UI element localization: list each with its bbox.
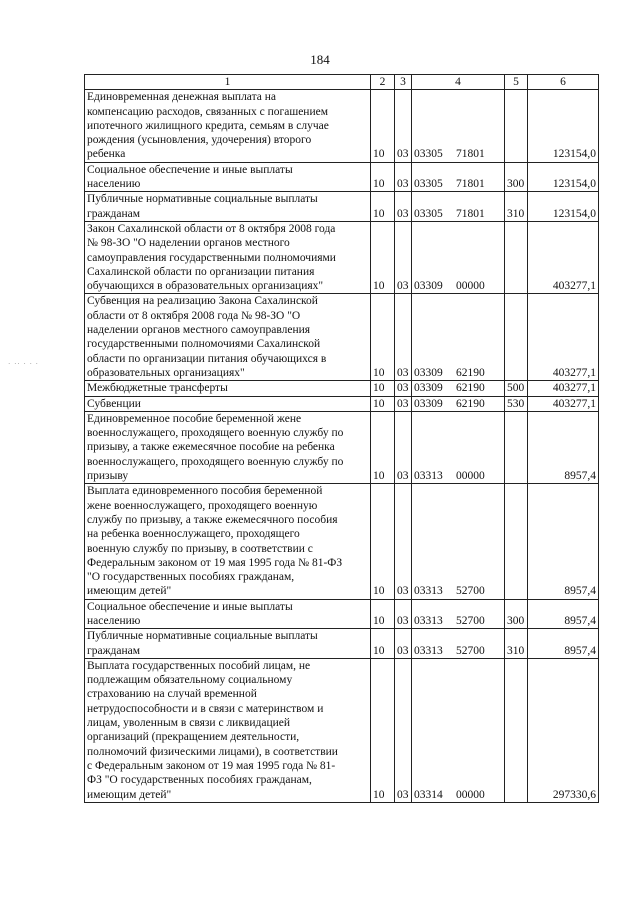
row-expense-type [505, 411, 528, 483]
row-section-code: 10 [371, 411, 395, 483]
row-expense-type: 310 [505, 629, 528, 659]
row-subsection-code: 03 [395, 484, 412, 599]
row-target-article-program: 03309 [414, 397, 443, 410]
header-col-vr: 5 [505, 75, 528, 90]
row-name-line: Социальное обеспечение и иные выплаты [87, 163, 293, 176]
row-subsection-code: 03 [395, 294, 412, 381]
row-name-line: Публичные нормативные социальные выплаты [87, 193, 318, 206]
row-amount: 123154,0 [528, 192, 599, 222]
row-name-line: № 98-ЗО "О наделении органов местного [87, 237, 290, 250]
row-amount: 297330,6 [528, 658, 599, 802]
header-col-amount: 6 [528, 75, 599, 90]
row-name-line: обучающихся в образовательных организациях" [87, 280, 324, 293]
row-name-line: населению [87, 614, 141, 627]
row-target-article-program: 03309 [414, 366, 443, 379]
row-subsection-code: 03 [395, 396, 412, 411]
row-name-line: Выплата государственных пособий лицам, не [87, 659, 311, 672]
row-subsection-code: 03 [395, 162, 412, 192]
row-name-line: полномочий физическими лицами), в соответствии [87, 745, 338, 758]
row-name-line: самоуправления государственными полномочиями [87, 251, 336, 264]
row-section-code: 10 [371, 629, 395, 659]
row-name [85, 90, 371, 162]
table-row [85, 90, 599, 162]
row-name-line: жене военнослужащего, проходящего военную [87, 499, 318, 512]
table-body [85, 90, 599, 803]
row-target-article-direction: 00000 [456, 788, 485, 801]
row-section-code: 10 [371, 658, 395, 802]
row-amount: 8957,4 [528, 411, 599, 483]
row-name [85, 658, 371, 802]
row-name-line: с Федеральным законом от 19 мая 1995 года № 81- [87, 759, 336, 772]
row-amount: 403277,1 [528, 294, 599, 381]
row-name-line: Единовременная денежная выплата на [87, 91, 277, 104]
row-target-article-direction: 62190 [456, 397, 485, 410]
row-name-line: гражданам [87, 644, 141, 657]
page-number: 184 [310, 52, 330, 67]
row-subsection-code: 03 [395, 221, 412, 293]
row-target-article-direction: 52700 [456, 585, 485, 598]
table-row [85, 658, 599, 802]
row-section-code: 10 [371, 381, 395, 396]
row-section-code: 10 [371, 396, 395, 411]
row-target-article [412, 90, 505, 162]
row-name-line: области по организации питания обучающихся в [87, 352, 327, 365]
row-name-line: страхованию на случай временной [87, 688, 257, 701]
row-target-article [412, 162, 505, 192]
row-section-code: 10 [371, 484, 395, 599]
row-target-article-program: 03313 [414, 614, 443, 627]
row-target-article-direction: 62190 [456, 382, 485, 395]
row-name [85, 221, 371, 293]
table-row [85, 411, 599, 483]
row-name-line: населению [87, 178, 141, 191]
row-name [85, 396, 371, 411]
row-target-article-program: 03313 [414, 585, 443, 598]
row-name [85, 294, 371, 381]
row-expense-type [505, 90, 528, 162]
row-name [85, 381, 371, 396]
row-expense-type [505, 294, 528, 381]
table-row [85, 629, 599, 659]
row-expense-type [505, 221, 528, 293]
row-target-article-direction: 71801 [456, 148, 485, 161]
row-subsection-code: 03 [395, 411, 412, 483]
row-subsection-code: 03 [395, 599, 412, 629]
row-target-article-direction: 52700 [456, 614, 485, 627]
row-amount: 403277,1 [528, 221, 599, 293]
row-name-line: на ребенка военнослужащего, проходящего [87, 528, 300, 541]
row-name-line: Закон Сахалинской области от 8 октября 2008 года [87, 222, 336, 235]
row-amount: 123154,0 [528, 162, 599, 192]
row-name-line: Выплата единовременного пособия беременной [87, 485, 323, 498]
row-name [85, 484, 371, 599]
row-expense-type: 310 [505, 192, 528, 222]
row-target-article [412, 658, 505, 802]
row-name [85, 599, 371, 629]
table-row [85, 221, 599, 293]
row-name-line: рождения (усыновления, удочерения) второго [87, 134, 312, 147]
scan-artifact: · ·· · · · [8, 360, 39, 368]
row-target-article-program: 03305 [414, 178, 443, 191]
table-row [85, 396, 599, 411]
row-expense-type: 500 [505, 381, 528, 396]
row-name-line: наделении органов местного самоуправления [87, 324, 311, 337]
row-name-line: ребенка [87, 148, 126, 161]
row-amount: 403277,1 [528, 381, 599, 396]
row-expense-type [505, 484, 528, 599]
row-name-line: Межбюджетные трансферты [87, 382, 228, 395]
row-expense-type: 300 [505, 599, 528, 629]
row-name-line: призыву, а также ежемесячное пособие на ребенка [87, 441, 335, 454]
row-target-article [412, 192, 505, 222]
row-name-line: военнослужащего, проходящего военную службу по [87, 455, 344, 468]
row-target-article-program: 03309 [414, 280, 443, 293]
row-target-article-program: 03309 [414, 382, 443, 395]
table-header-row [85, 75, 599, 90]
row-name-line: государственными полномочиями Сахалинской [87, 338, 321, 351]
row-target-article [412, 294, 505, 381]
table-row [85, 162, 599, 192]
row-name-line: лицам, уволенным в связи с ликвидацией [87, 717, 291, 730]
row-section-code: 10 [371, 294, 395, 381]
row-subsection-code: 03 [395, 192, 412, 222]
row-target-article-program: 03313 [414, 470, 443, 483]
row-target-article [412, 221, 505, 293]
row-name-line: Федеральным законом от 19 мая 1995 года № 81-ФЗ [87, 556, 343, 569]
row-name-line: призыву [87, 470, 129, 483]
row-expense-type: 530 [505, 396, 528, 411]
row-target-article-program: 03305 [414, 207, 443, 220]
row-name-line: Субвенции [87, 397, 141, 410]
row-name-line: образовательных организациях" [87, 366, 245, 379]
row-amount: 8957,4 [528, 629, 599, 659]
row-section-code: 10 [371, 162, 395, 192]
row-name-line: организаций (прекращением деятельности, [87, 731, 300, 744]
row-name [85, 162, 371, 192]
table-row [85, 294, 599, 381]
row-name-line: службу по призыву, а также ежемесячного пособия [87, 513, 338, 526]
row-target-article-direction: 71801 [456, 178, 485, 191]
row-name [85, 411, 371, 483]
row-name-line: гражданам [87, 207, 141, 220]
row-target-article [412, 484, 505, 599]
row-target-article-direction: 00000 [456, 470, 485, 483]
row-target-article-direction: 52700 [456, 644, 485, 657]
row-name-line: "О государственных пособиях гражданам, [87, 571, 295, 584]
table-row [85, 192, 599, 222]
row-name-line: области от 8 октября 2008 года № 98-ЗО "О [87, 309, 301, 322]
table-row [85, 381, 599, 396]
row-name-line: ФЗ "О государственных пособиях гражданам, [87, 774, 312, 787]
row-name-line: Публичные нормативные социальные выплаты [87, 630, 318, 643]
row-target-article-direction: 62190 [456, 366, 485, 379]
row-section-code: 10 [371, 90, 395, 162]
row-target-article [412, 381, 505, 396]
row-target-article-program: 03314 [414, 788, 443, 801]
header-col-csr: 4 [412, 75, 505, 90]
row-subsection-code: 03 [395, 629, 412, 659]
row-section-code: 10 [371, 599, 395, 629]
row-name [85, 192, 371, 222]
header-col-name: 1 [85, 75, 371, 90]
row-amount: 8957,4 [528, 484, 599, 599]
row-target-article [412, 599, 505, 629]
budget-table [84, 74, 599, 803]
row-name-line: Субвенция на реализацию Закона Сахалинской [87, 295, 318, 308]
row-target-article-direction: 71801 [456, 207, 485, 220]
row-name-line: имеющим детей" [87, 788, 172, 801]
row-target-article [412, 411, 505, 483]
row-name-line: компенсацию расходов, связанных с погашением [87, 105, 329, 118]
header-col-pr: 3 [395, 75, 412, 90]
row-target-article-program: 03305 [414, 148, 443, 161]
table-row [85, 484, 599, 599]
row-target-article-direction: 00000 [456, 280, 485, 293]
row-target-article-program: 03313 [414, 644, 443, 657]
table-row [85, 599, 599, 629]
row-expense-type: 300 [505, 162, 528, 192]
row-name-line: Сахалинской области по организации питания [87, 265, 315, 278]
row-subsection-code: 03 [395, 90, 412, 162]
row-subsection-code: 03 [395, 381, 412, 396]
row-subsection-code: 03 [395, 658, 412, 802]
row-amount: 123154,0 [528, 90, 599, 162]
row-target-article [412, 629, 505, 659]
row-amount: 403277,1 [528, 396, 599, 411]
row-name-line: имеющим детей" [87, 585, 172, 598]
row-name-line: ипотечного жилищного кредита, семьям в случае [87, 119, 329, 132]
row-name [85, 629, 371, 659]
row-expense-type [505, 658, 528, 802]
header-col-rz: 2 [371, 75, 395, 90]
row-name-line: военную службу по призыву, в соответствии с [87, 542, 313, 555]
row-name-line: Единовременное пособие беременной жене [87, 412, 302, 425]
row-amount: 8957,4 [528, 599, 599, 629]
row-name-line: подлежащим обязательному социальному [87, 674, 293, 687]
row-name-line: нетрудоспособности и в связи с материнством и [87, 702, 324, 715]
row-section-code: 10 [371, 192, 395, 222]
row-target-article [412, 396, 505, 411]
row-name-line: Социальное обеспечение и иные выплаты [87, 600, 293, 613]
row-name-line: военнослужащего, проходящего военную службу по [87, 427, 344, 440]
row-section-code: 10 [371, 221, 395, 293]
